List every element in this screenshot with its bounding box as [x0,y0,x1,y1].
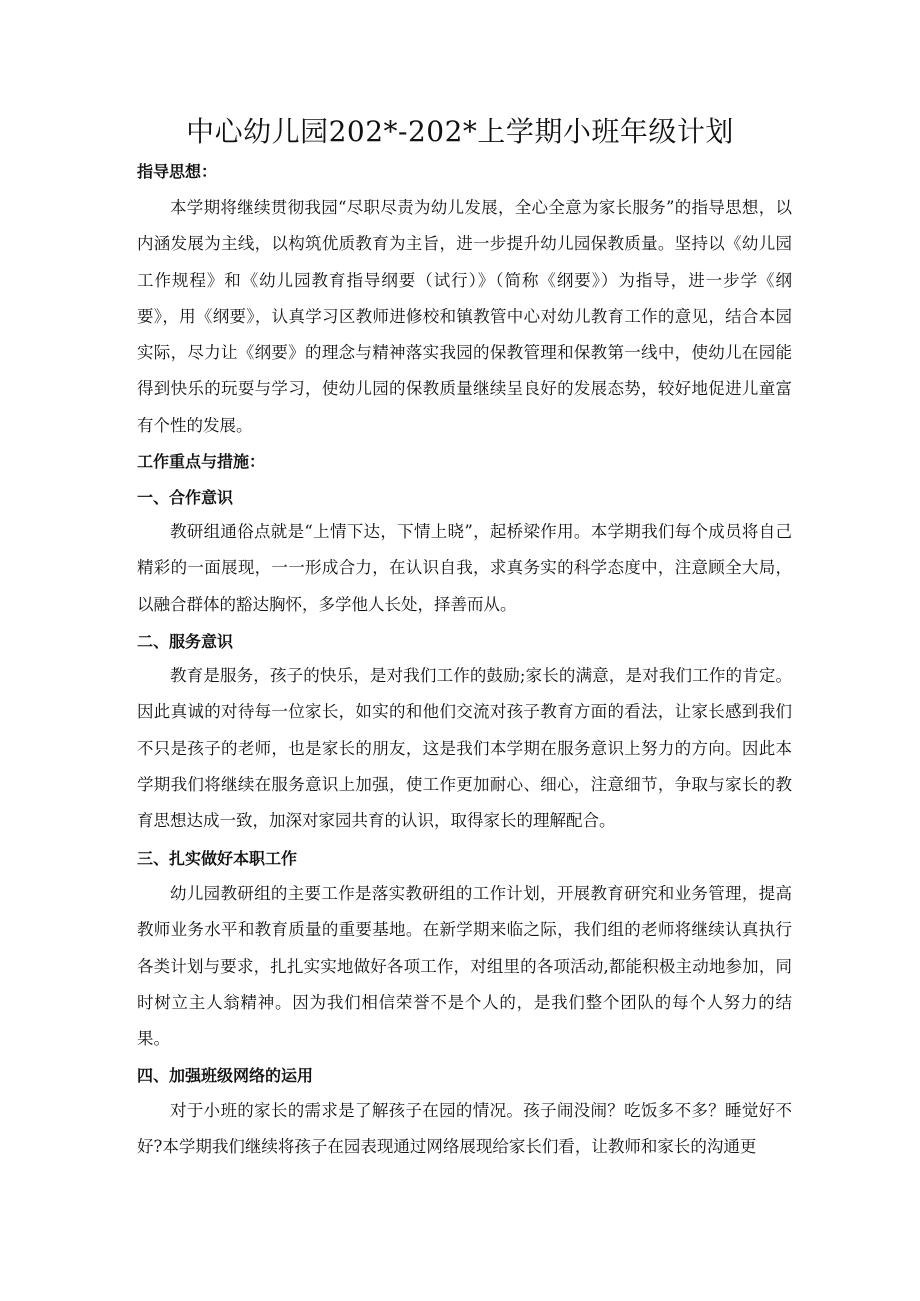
section-paragraph-network: 对于小班的家长的需求是了解孩子在园的情况。孩子闹没闹？吃饭多不多？睡觉好不好?本学期我们继续将孩子在园表现通过网络展现给家长们看，让教师和家长的沟通更 [137,1101,792,1157]
section-heading-network: 四、加强班级网络的运用 [137,1066,314,1085]
section-paragraph-service: 教育是服务，孩子的快乐，是对我们工作的鼓励;家长的满意，是对我们工作的肯定。因此真诚的对待每一位家长，如实的和他们交流对孩子教育方面的看法，让家长感到我们不只是孩子的老师，也是家长的朋友，这是我们本学期在服务意识上努力的方向。因此本学期我们将继续在服务意识上加强，使工作更加耐心、细心，注意细节，争取与家长的教育思想达成一致，加深对家园共育的认识，取得家长的理解配合。 [137,666,792,831]
guiding-heading: 指导思想： [137,162,218,181]
section-paragraph-duty: 幼儿园教研组的主要工作是落实教研组的工作计划，开展教育研究和业务管理，提高教师业务水平和教育质量的重要基地。在新学期来临之际，我们组的老师将继续认真执行各类计划与要求，扎扎实实地做好各项工作，对组里的各项活动,都能积极主动地参加，同时树立主人翁精神。因为我们相信荣誉不是个人的，是我们整个团队的每个人努力的结果。 [137,884,792,1049]
section-heading-service: 二、服务意识 [137,632,234,651]
guiding-paragraph: 本学期将继续贯彻我园“尽职尽责为幼儿发展，全心全意为家长服务”的指导思想，以内涵发展为主线，以构筑优质教育为主旨，进一步提升幼儿园保教质量。坚持以《幼儿园工作规程》和《幼儿园教育指导纲要（试行）》（简称《纲要》）为指导，进一步学《纲要》，用《纲要》，认真学习区教师进修校和镇教管中心对幼儿教育工作的意见，结合本园实际，尽力让《纲要》的理念与精神落实我园的保教管理和保教第一线中，使幼儿在园能得到快乐的玩耍与学习，使幼儿园的保教质量继续呈良好的发展态势，较好地促进儿童富有个性的发展。 [137,198,792,435]
measures-heading: 工作重点与措施： [137,452,266,471]
section-paragraph-cooperation: 教研组通俗点就是“上情下达，下情上晓”，起桥梁作用。本学期我们每个成员将自己精彩的一面展现，一一形成合力，在认识自我，求真务实的科学态度中，注意顾全大局，以融合群体的豁达胸怀，多学他人长处，择善而从。 [137,522,792,614]
document-title: 中心幼儿园202*-202*上学期小班年级计划 [186,115,734,148]
section-heading-duty: 三、扎实做好本职工作 [137,849,298,868]
section-heading-cooperation: 一、合作意识 [137,488,234,507]
